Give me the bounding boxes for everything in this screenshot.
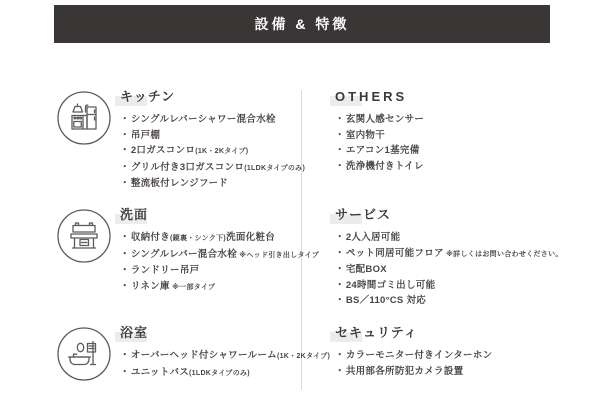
bullet: ・	[120, 248, 130, 260]
others-feature-list	[335, 112, 424, 174]
feature-note: ※一部タイプ	[169, 283, 216, 291]
section-others	[335, 88, 424, 174]
section-kitchen	[56, 88, 305, 192]
section-title-others: OTHERS	[335, 89, 407, 105]
feature-text: 吊戸棚	[130, 129, 161, 141]
feature-item	[335, 278, 563, 294]
vanity-icon	[56, 208, 112, 264]
feature-item	[120, 143, 305, 160]
bullet: ・	[120, 265, 130, 277]
feature-item	[120, 230, 319, 247]
kitchen-icon	[56, 90, 112, 146]
bullet: ・	[120, 178, 130, 190]
feature-text: 2口ガスコンロ	[130, 145, 196, 157]
section-washroom	[56, 206, 319, 295]
feature-item	[335, 230, 563, 246]
feature-item	[120, 365, 330, 382]
feature-item	[335, 112, 424, 128]
feature-item	[335, 293, 563, 309]
feature-text: 2人入居可能	[345, 232, 401, 243]
page-title: 設備 & 特徴	[254, 16, 350, 32]
service-feature-list	[335, 230, 563, 309]
feature-item	[120, 279, 319, 296]
section-title-service: サービス	[335, 207, 391, 223]
bullet: ・	[120, 129, 130, 141]
feature-item	[335, 364, 492, 380]
feature-item	[120, 247, 319, 264]
section-service	[335, 206, 563, 309]
feature-item	[335, 246, 563, 263]
bullet: ・	[335, 279, 345, 291]
feature-note: (1K・2Kタイプ)	[276, 353, 331, 360]
section-title-security: セキュリティ	[335, 325, 418, 341]
feature-note: (1LDKタイプのみ)	[189, 369, 250, 377]
bullet: ・	[120, 145, 130, 157]
feature-note: ※詳しくはお問い合わせください。	[443, 250, 563, 258]
feature-text: 24時間ゴミ出し可能	[345, 279, 436, 291]
bullet: ・	[335, 247, 345, 259]
section-title-bathroom: 浴室	[120, 325, 148, 341]
feature-item	[120, 128, 305, 144]
feature-text: 玄関人感センサー	[345, 114, 425, 125]
feature-text: シングルレバー混合水栓	[130, 248, 237, 260]
bullet: ・	[120, 161, 130, 173]
feature-text: オーバーヘッド付シャワールーム	[130, 350, 277, 361]
feature-text: シングルレバーシャワー混合水栓	[130, 114, 276, 125]
feature-text: カラーモニター付きインターホン	[345, 350, 493, 361]
page-header	[54, 5, 550, 43]
feature-item	[335, 159, 424, 175]
feature-item	[335, 143, 424, 159]
bullet: ・	[120, 350, 130, 361]
section-security	[335, 324, 492, 379]
feature-text: 共用部各所防犯カメラ設置	[345, 365, 464, 377]
feature-note: (鏡裏・シンク下)	[170, 235, 227, 242]
bullet: ・	[335, 114, 345, 125]
feature-text: 洗浄機付きトイレ	[345, 160, 424, 172]
bullet: ・	[335, 232, 345, 243]
feature-text: 洗面化粧台	[226, 232, 276, 243]
bullet: ・	[335, 145, 345, 157]
feature-text: 室内物干	[345, 129, 386, 141]
section-title-kitchen: キッチン	[120, 89, 175, 105]
feature-text: BS／110°CS 対応	[345, 295, 427, 307]
feature-item	[120, 176, 305, 192]
feature-text: 整流板付レンジフード	[130, 178, 229, 190]
feature-item	[120, 160, 305, 177]
bullet: ・	[120, 366, 130, 378]
feature-item	[335, 128, 424, 144]
bullet: ・	[335, 365, 345, 377]
feature-note: (1K・2Kタイプ)	[195, 148, 249, 156]
feature-text: グリル付き3口ガスコンロ	[130, 161, 245, 173]
feature-text: ランドリー吊戸	[130, 265, 200, 277]
bullet: ・	[335, 129, 345, 141]
bullet: ・	[335, 160, 345, 172]
security-feature-list	[335, 348, 492, 379]
washroom-feature-list	[120, 230, 319, 295]
bullet: ・	[120, 232, 130, 243]
feature-note: ※ヘッド引き出しタイプ	[237, 251, 319, 259]
bullet: ・	[120, 114, 130, 125]
feature-note: (1LDKタイプのみ)	[244, 164, 306, 172]
feature-text: ペット同居可能フロア	[345, 247, 444, 259]
section-bathroom	[56, 324, 330, 381]
feature-text: エアコン1基完備	[345, 145, 420, 157]
feature-item	[335, 348, 492, 364]
section-title-washroom: 洗面	[120, 207, 148, 223]
bullet: ・	[120, 280, 130, 292]
bathroom-feature-list	[120, 348, 330, 381]
kitchen-feature-list	[120, 112, 305, 192]
feature-text: 収納付き	[130, 232, 171, 243]
feature-item	[335, 262, 563, 278]
feature-item	[120, 348, 330, 365]
feature-text: ユニットバス	[130, 366, 190, 378]
feature-text: 宅配BOX	[345, 264, 387, 276]
bathtub-icon	[56, 326, 112, 382]
bullet: ・	[335, 264, 345, 276]
feature-item	[120, 263, 319, 279]
bullet: ・	[335, 350, 345, 361]
feature-item	[120, 112, 305, 128]
feature-text: リネン庫	[130, 280, 170, 292]
bullet: ・	[335, 295, 345, 307]
